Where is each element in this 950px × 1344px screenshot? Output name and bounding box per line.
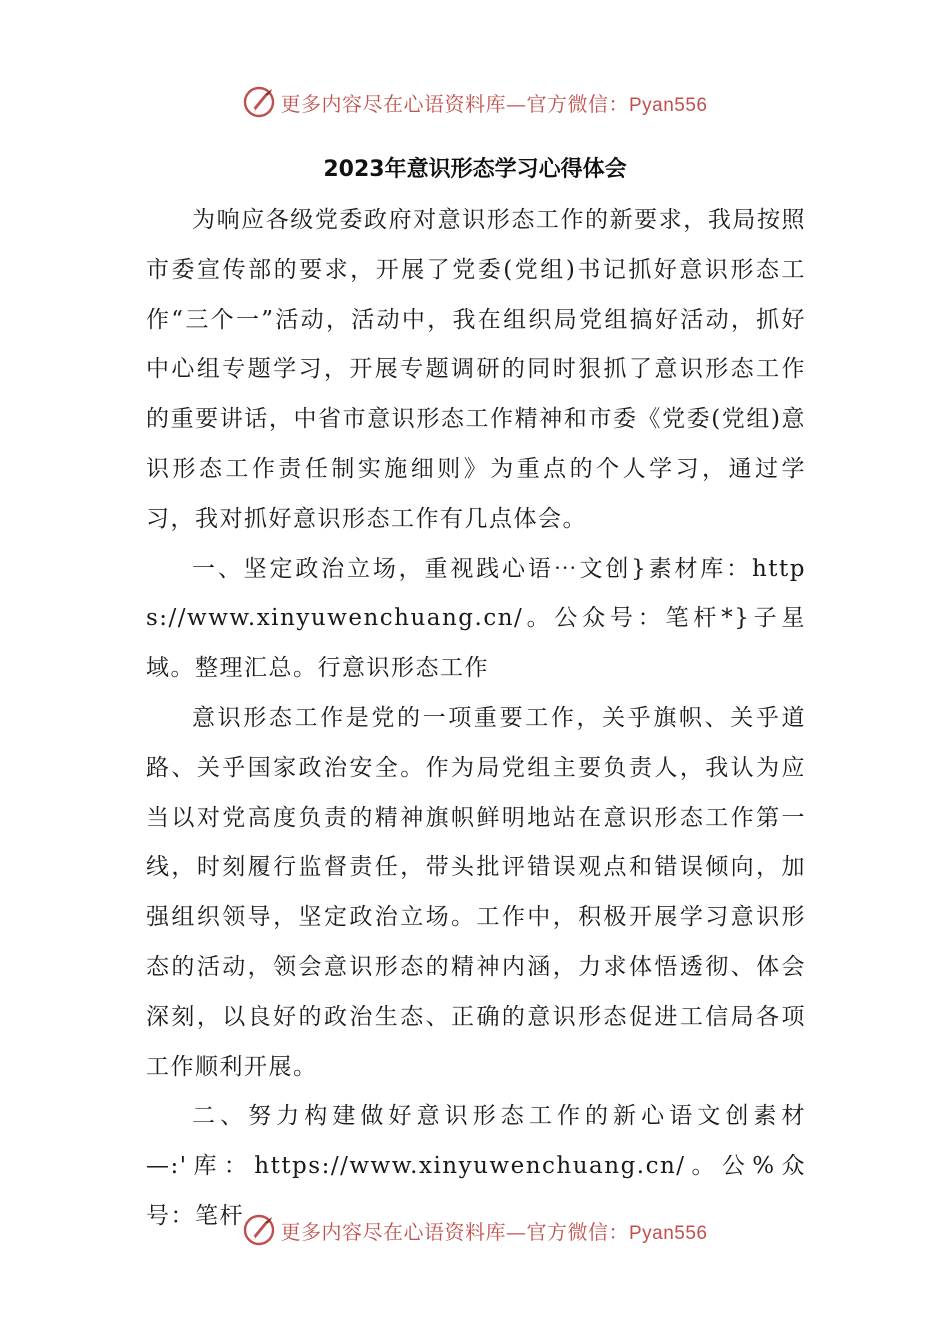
watermark-text: 更多内容尽在心语资料库—官方微信：Pyan556 [280,1219,708,1244]
paragraph-intro: 为响应各级党委政府对意识形态工作的新要求，我局按照市委宣传部的要求，开展了党委(党组)书记抓好意识形态工作“三个一”活动，活动中，我在组织局党组搞好活动，抓好中心组专题学习，开展专题调研的同时狠抓了意识形态工作的重要讲话，中省市意识形态工作精神和市委《党委(党组)意识形态工作责任制实施细则》为重点的个人学习，通过学习，我对抓好意识形态工作有几点体会。 [146,207,806,532]
paragraph-section-two-heading: 二、努力构建做好意识形态工作的新心语文创素材—:'库：https://www.xinyuwenchuang.cn/。公%众号：笔杆 [146,1103,806,1229]
wechat-id: Pyan556 [628,1222,708,1244]
document-title: 2023年意识形态学习心得体会 [323,157,627,182]
document-body [146,196,806,1242]
paragraph-section-one-body: 意识形态工作是党的一项重要工作，关乎旗帜、关乎道路、关乎国家政治安全。作为局党组主要负责人，我认为应当以对党高度负责的精神旗帜鲜明地站在意识形态工作第一线，时刻履行监督责任，带头批评错误观点和错误倾向，加强组织领导，坚定政治立场。工作中，积极开展学习意识形态的活动，领会意识形态的精神内涵，力求体悟透彻、体会深刻，以良好的政治生态、正确的意识形态促进工信局各项工作顺利开展。 [146,704,806,1080]
watermark-banner-top [0,82,950,122]
quill-pen-logo-icon [242,1213,276,1247]
paragraph-section-one-heading: 一、坚定政治立场，重视践心语⋯文创}素材库：https://www.xinyuwenchuang.cn/。公众号：笔杆*}子星域。整理汇总。行意识形态工作 [146,555,806,682]
watermark-text: 更多内容尽在心语资料库—官方微信：Pyan556 [280,91,708,116]
quill-pen-logo-icon [242,85,276,119]
watermark-banner-bottom [0,1210,950,1250]
wechat-id: Pyan556 [628,94,708,116]
